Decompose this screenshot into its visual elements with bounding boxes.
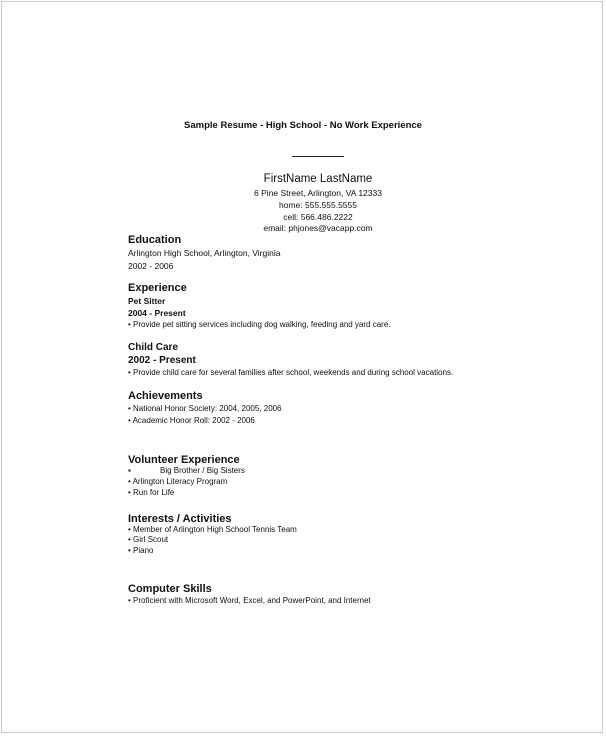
education-school: Arlington High School, Arlington, Virginia	[128, 248, 281, 258]
contact-address: 6 Pine Street, Arlington, VA 12333	[254, 188, 382, 198]
document-title: Sample Resume - High School - No Work Experience	[184, 120, 422, 131]
square-bullet-icon: ▪	[128, 466, 131, 475]
interests-heading: Interests / Activities	[128, 513, 232, 525]
experience-desc-child-care: • Provide child care for several families after school, weekends and during school vacations.	[128, 368, 454, 377]
interest-item: • Girl Scout	[128, 535, 169, 544]
achievement-item: • Academic Honor Roll: 2002 - 2006	[128, 416, 255, 425]
page-frame	[1, 1, 603, 733]
interest-item: • Member of Arlington High School Tennis Team	[128, 525, 297, 534]
title-divider	[292, 156, 344, 157]
achievements-heading: Achievements	[128, 390, 203, 402]
achievement-item: • National Honor Society: 2004, 2005, 2006	[128, 404, 282, 413]
experience-role-child-care: Child Care	[128, 342, 179, 353]
volunteer-heading: Volunteer Experience	[128, 454, 240, 466]
volunteer-item: • Run for Life	[128, 488, 175, 497]
education-heading: Education	[128, 234, 182, 246]
experience-dates-child-care: 2002 - Present	[128, 355, 196, 366]
education-years: 2002 - 2006	[128, 261, 174, 271]
contact-home-phone: home: 555.555.5555	[279, 200, 357, 210]
computer-skill-item: • Proficient with Microsoft Word, Excel, and PowerPoint, and Internet	[128, 596, 371, 605]
contact-cell-phone: cell: 566.486.2222	[283, 212, 353, 222]
experience-dates-pet-sitter: 2004 - Present	[128, 308, 186, 318]
contact-email: email: phjones@vacapp.com	[263, 223, 373, 233]
volunteer-item: • Arlington Literacy Program	[128, 477, 228, 486]
experience-heading: Experience	[128, 282, 187, 294]
volunteer-item: Big Brother / Big Sisters	[160, 466, 245, 475]
experience-desc-pet-sitter: • Provide pet sitting services including dog walking, feeding and yard care.	[128, 320, 391, 329]
applicant-name: FirstName LastName	[263, 173, 373, 185]
interest-item: • Piano	[128, 546, 154, 555]
experience-role-pet-sitter: Pet Sitter	[128, 296, 166, 306]
computer-skills-heading: Computer Skills	[128, 583, 212, 595]
